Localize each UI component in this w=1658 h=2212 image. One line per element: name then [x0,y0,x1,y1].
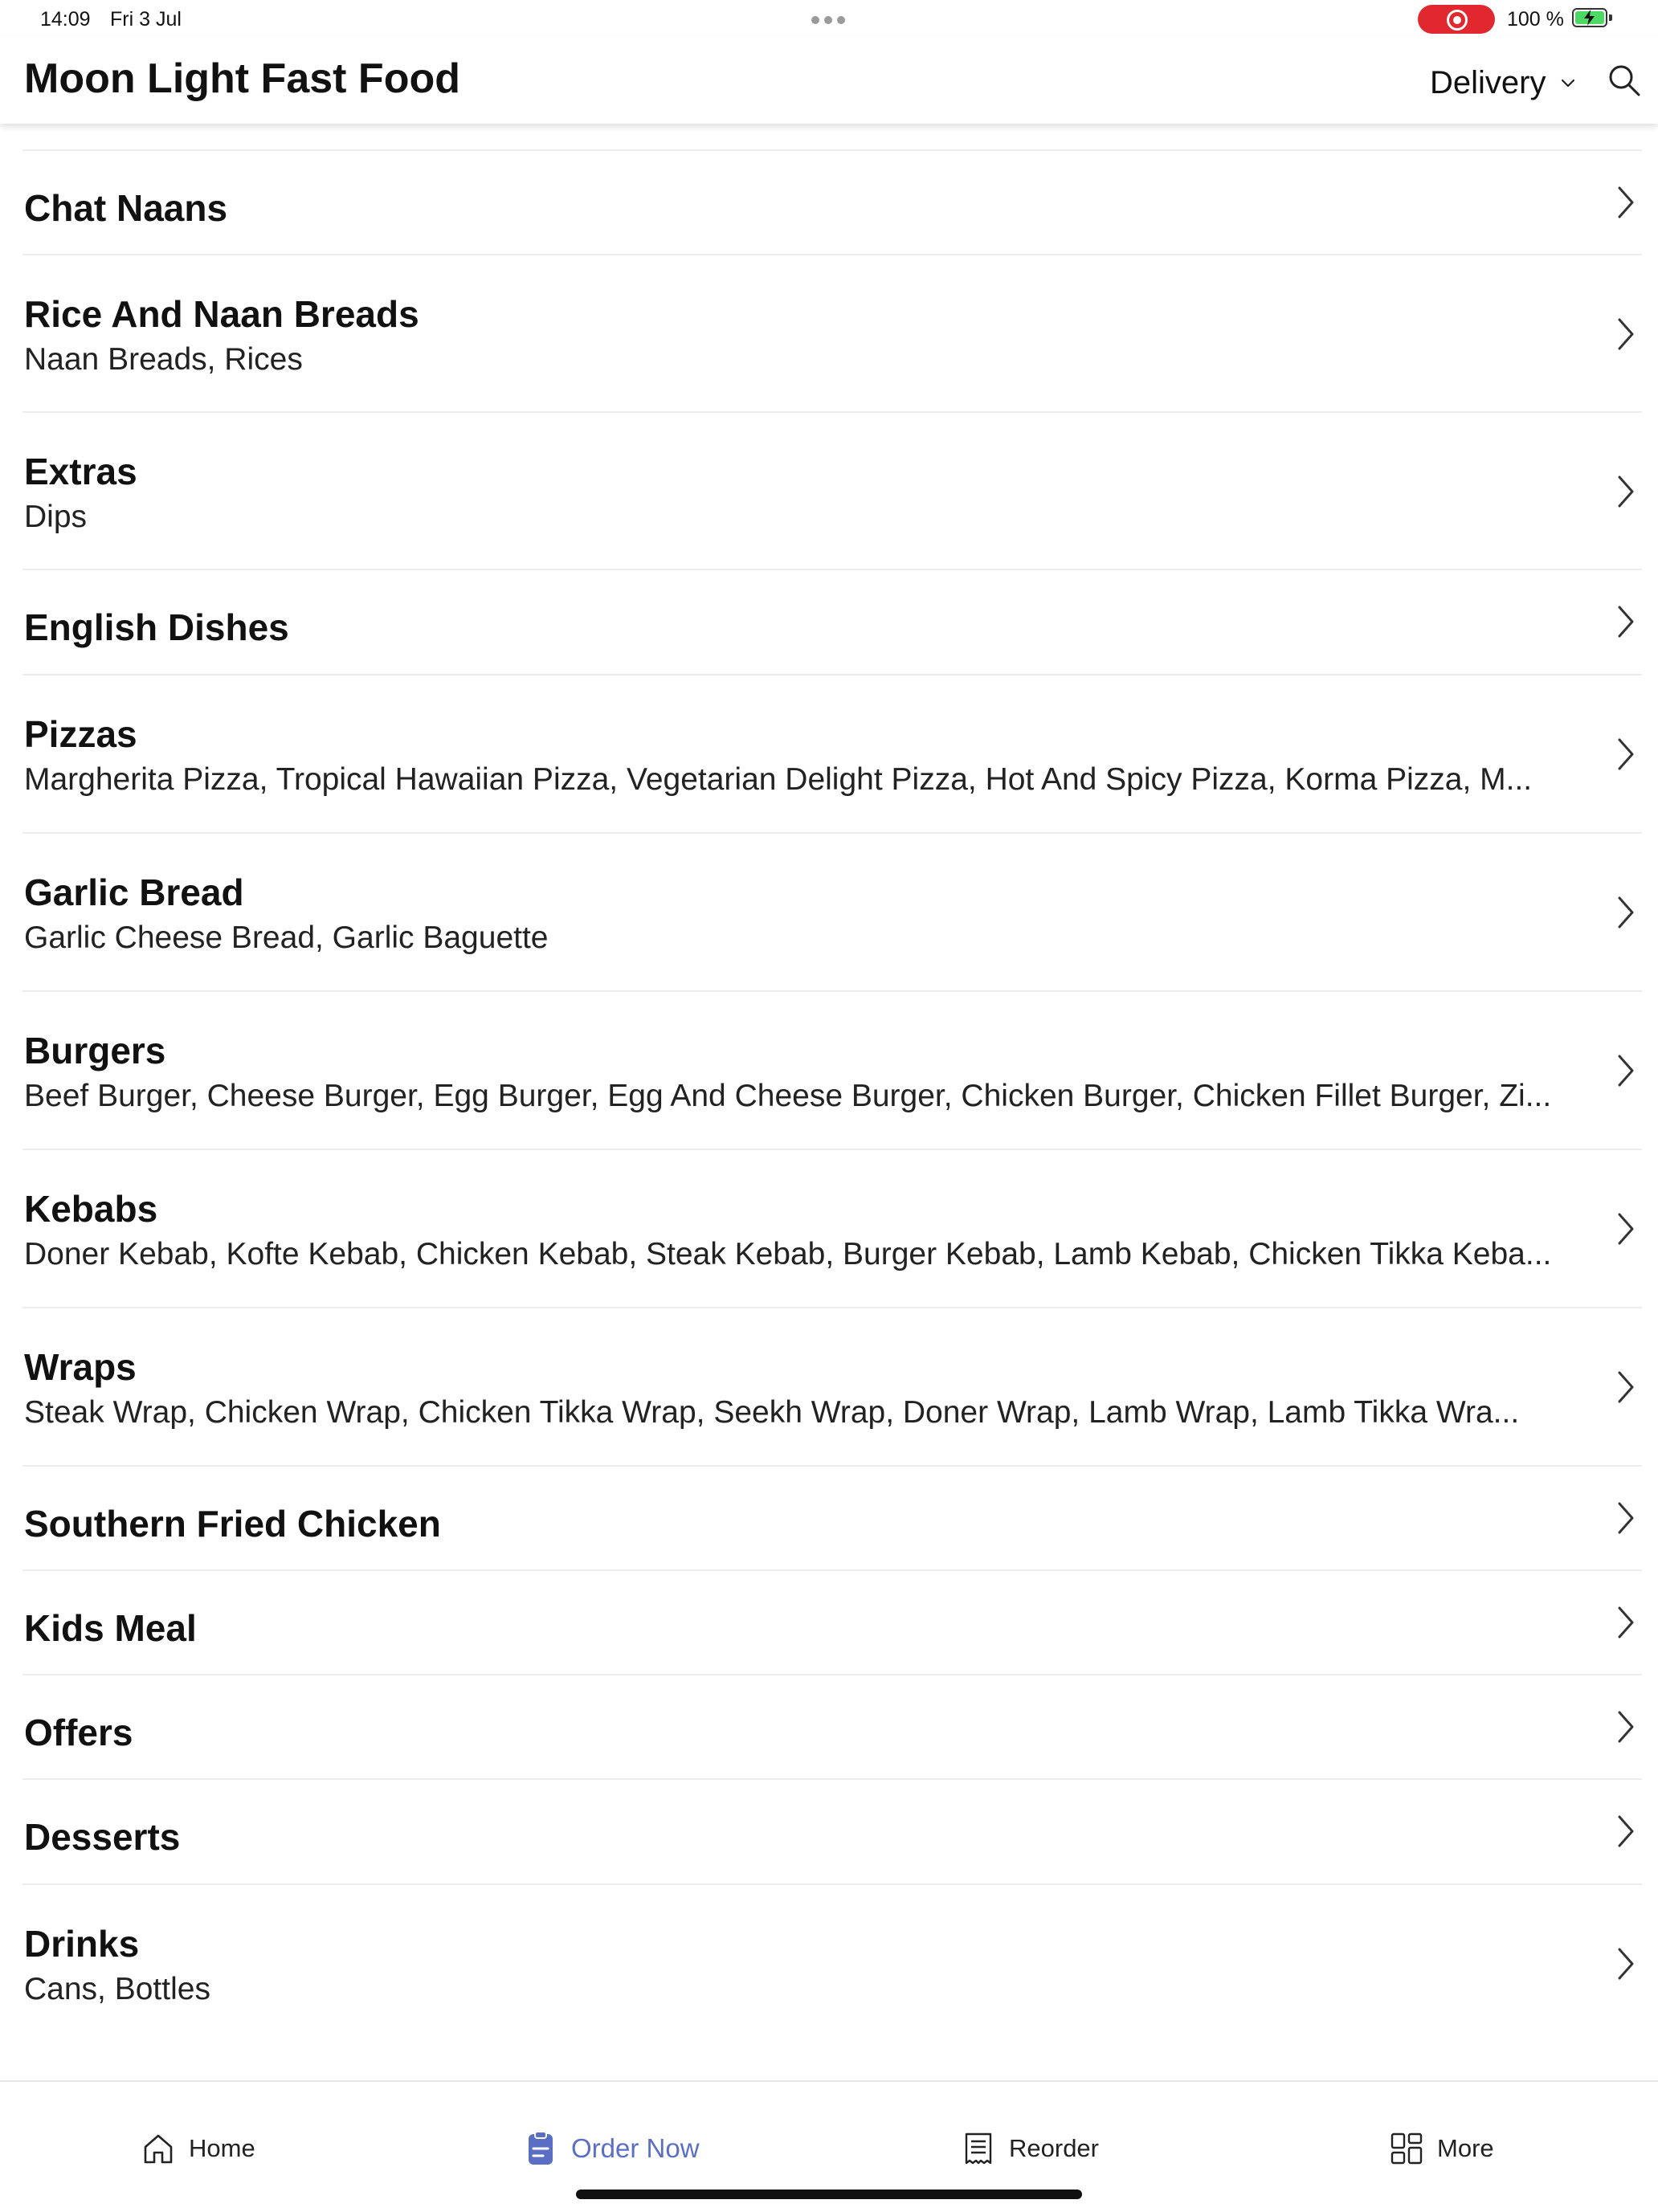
tab-more-label: More [1437,2134,1494,2162]
status-time: 14:09 [40,8,91,31]
category-row-kids-meal[interactable] [0,1571,1658,1675]
tab-more[interactable] [1389,2127,1494,2170]
home-indicator[interactable] [576,2190,1082,2199]
chevron-right-icon [1613,1211,1637,1247]
category-row-southern-fried-chicken[interactable] [0,1467,1658,1571]
chevron-right-icon [1613,1053,1637,1088]
order-type-label: Delivery [1430,64,1546,100]
tab-reorder[interactable] [961,2127,1099,2170]
category-name: Garlic Bread [24,871,244,913]
order-menu-icon [523,2131,558,2166]
category-name: English Dishes [24,606,289,648]
category-items: Beef Burger, Cheese Burger, Egg Burger, Egg And Cheese Burger, Chicken Burger, Chicken Fillet Burger, Zi... [24,1079,1552,1113]
multitasking-dots-icon[interactable] [811,10,847,29]
category-name: Burgers [24,1030,166,1071]
category-name: Desserts [24,1816,181,1858]
chevron-down-icon [1558,73,1578,92]
category-name: Rice And Naan Breads [24,293,419,335]
category-name: Pizzas [24,713,137,755]
bottom-tab-bar [0,2080,1658,2212]
chevron-right-icon [1613,474,1637,509]
category-row-desserts[interactable] [0,1780,1658,1885]
category-name: Southern Fried Chicken [24,1503,441,1545]
category-row-rice-and-naan-breads[interactable] [0,255,1658,413]
battery-charging-icon [1572,8,1612,27]
app-header [0,37,1658,124]
screen-recording-icon[interactable] [1418,5,1495,34]
category-name: Kids Meal [24,1607,197,1649]
category-name: Drinks [24,1923,140,1965]
category-name: Extras [24,451,137,492]
category-items: Doner Kebab, Kofte Kebab, Chicken Kebab, Steak Kebab, Burger Kebab, Lamb Kebab, Chicken Tikka Keba... [24,1237,1552,1271]
category-items: Margherita Pizza, Tropical Hawaiian Pizza, Vegetarian Delight Pizza, Hot And Spicy Pizza, Korma Pizza, M... [24,762,1533,797]
battery-percentage: 100 % [1507,8,1564,31]
category-row-pizzas[interactable] [0,675,1658,834]
category-row-burgers[interactable] [0,992,1658,1150]
page-title: Moon Light Fast Food [24,55,460,102]
search-icon[interactable] [1605,61,1644,100]
status-bar [0,0,1658,37]
status-date: Fri 3 Jul [110,8,182,31]
chevron-right-icon [1613,316,1637,352]
receipt-icon [961,2131,996,2166]
category-items: Garlic Cheese Bread, Garlic Baguette [24,920,549,955]
tab-home-label: Home [189,2134,255,2162]
category-name: Kebabs [24,1188,158,1230]
home-icon [141,2131,176,2166]
chevron-right-icon [1613,1369,1637,1405]
chevron-right-icon [1613,1500,1637,1536]
tab-order-now[interactable] [523,2127,700,2170]
category-row-kebabs[interactable] [0,1150,1658,1308]
grid-icon [1389,2131,1424,2166]
category-items: Steak Wrap, Chicken Wrap, Chicken Tikka Wrap, Seekh Wrap, Doner Wrap, Lamb Wrap, Lamb Tikka Wra... [24,1395,1520,1430]
category-row-garlic-bread[interactable] [0,834,1658,992]
category-row-drinks[interactable] [0,1885,1658,2043]
chevron-right-icon [1613,1709,1637,1745]
tab-home[interactable] [141,2127,255,2170]
chevron-right-icon [1613,604,1637,639]
category-items: Cans, Bottles [24,1972,210,2006]
order-type-dropdown[interactable] [1430,63,1578,103]
chevron-right-icon [1613,185,1637,220]
category-row-english-dishes[interactable] [0,570,1658,675]
category-row-wraps[interactable] [0,1308,1658,1467]
category-row-extras[interactable] [0,413,1658,570]
category-items: Naan Breads, Rices [24,342,303,377]
category-name: Chat Naans [24,187,228,229]
tab-order-now-label: Order Now [571,2133,700,2163]
chevron-right-icon [1613,1946,1637,1981]
chevron-right-icon [1613,895,1637,930]
category-items: Dips [24,500,88,534]
category-row-chat-naans[interactable] [0,151,1658,255]
category-name: Offers [24,1712,133,1753]
chevron-right-icon [1613,1814,1637,1849]
tab-reorder-label: Reorder [1009,2134,1099,2162]
chevron-right-icon [1613,737,1637,772]
chevron-right-icon [1613,1605,1637,1640]
category-row-offers[interactable] [0,1675,1658,1780]
category-name: Wraps [24,1346,137,1388]
